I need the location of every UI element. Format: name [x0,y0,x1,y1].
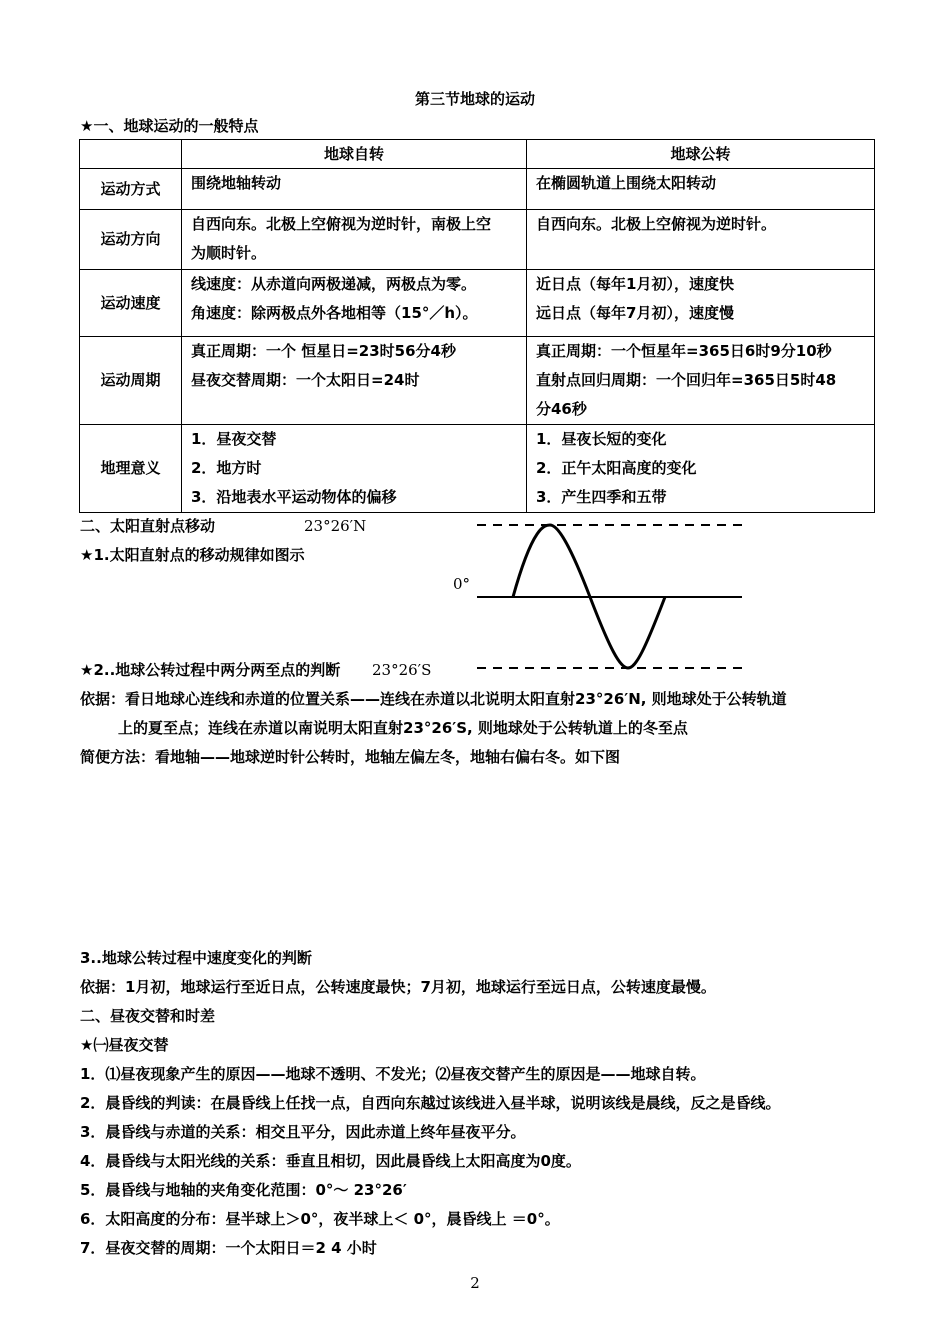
table-row [80,270,875,337]
cell-line: 昼夜交替周期：一个太阳日=24时 [191,371,420,389]
cell-line: 围绕地轴转动 [191,174,282,192]
list-item: 5．晨昏线与地轴的夹角变化范围：0°～ 23°26′ [80,1181,407,1199]
cell-line: 角速度：除两极点外各地相等（15°／h）。 [191,304,478,322]
cell-line: 自西向东。北极上空俯视为逆时针，南极上空 [191,215,492,233]
table-row [80,425,875,513]
cell-line: 3．产生四季和五带 [536,488,667,506]
basis3: 依据：1月初，地球运行至近日点，公转速度最快；7月初，地球运行至远日点，公转速度最慢。 [80,978,716,996]
header-revolution: 地球公转 [527,140,875,169]
cell-line: 2．正午太阳高度的变化 [536,459,697,477]
cell-line: 分46秒 [536,400,587,418]
method: 简便方法：看地轴——地球逆时针公转时，地轴左偏左冬，地轴右偏右冬。如下图 [80,748,621,766]
page-title: 第三节地球的运动 [414,90,535,108]
cell-line: 真正周期：一个 恒星日=23时56分4秒 [191,342,456,360]
revolution-cell [527,210,875,270]
south-tropic-label: 23°26′S [372,661,432,679]
cell-line: 自西向东。北极上空俯视为逆时针。 [536,215,777,233]
basis1: 依据：看日地球心连线和赤道的位置关系——连线在赤道以北说明太阳直射23°26′N, 则地球处于公转轨道 [80,690,787,708]
list-item: 3．晨昏线与赤道的关系：相交且平分，因此赤道上终年昼夜平分。 [80,1123,526,1141]
list-item: 2．晨昏线的判读：在晨昏线上任找一点，自西向东越过该线进入昼半球，说明该线是晨线，反之是昏线。 [80,1094,781,1112]
section1-heading: ★一、地球运动的一般特点 [80,117,259,135]
cell-line: 3．沿地表水平运动物体的偏移 [191,488,397,506]
item3: 3..地球公转过程中速度变化的判断 [80,949,312,967]
row-label: 运动周期 [80,337,182,425]
revolution-cell [527,425,875,513]
list-item: 6．太阳高度的分布：昼半球上＞0°，夜半球上＜ 0°，晨昏线上 ＝0°。 [80,1210,560,1228]
cell-line: 1．昼夜长短的变化 [536,430,667,448]
cell-line: 直射点回归周期：一个回归年=365日5时48 [536,371,837,389]
rotation-cell [182,270,527,337]
cell-line: 远日点（每年7月初），速度慢 [536,304,734,322]
row-label: 运动方式 [80,169,182,210]
rotation-cell [182,169,527,210]
list-item: 4．晨昏线与太阳光线的关系：垂直且相切，因此晨昏线上太阳高度为0度。 [80,1152,581,1170]
list-item: 7．昼夜交替的周期：一个太阳日＝2 4 小时 [80,1239,377,1257]
rotation-cell [182,337,527,425]
header-blank [80,140,182,169]
cell-line: 2．地方时 [191,459,262,477]
item1: ★1.太阳直射点的移动规律如图示 [80,546,305,564]
section3-heading: 二、昼夜交替和时差 [80,1007,216,1025]
north-tropic-label: 23°26′N [304,517,367,535]
row-label: 地理意义 [80,425,182,513]
header-rotation: 地球自转 [182,140,527,169]
earth-motion-table [79,139,875,513]
item2: ★2..地球公转过程中两分两至点的判断 [80,661,341,679]
cell-line: 1．昼夜交替 [191,430,277,448]
row-label: 运动方向 [80,210,182,270]
page-number: 2 [470,1274,480,1292]
basis2: 上的夏至点；连线在赤道以南说明太阳直射23°26′S, 则地球处于公转轨道上的冬至点 [118,719,688,737]
revolution-cell [527,270,875,337]
row-label: 运动速度 [80,270,182,337]
equator-label: 0° [453,575,471,593]
cell-line: 在椭圆轨道上围绕太阳转动 [536,174,717,192]
table-header-row [80,140,875,169]
cell-line: 线速度：从赤道向两极递减，两极点为零。 [191,275,477,293]
cell-line: 真正周期：一个恒星年=365日6时9分10秒 [536,342,832,360]
table-row [80,169,875,210]
direct-point-diagram [440,515,750,675]
rotation-cell [182,425,527,513]
revolution-cell [527,169,875,210]
table-row [80,210,875,270]
cell-line: 近日点（每年1月初），速度快 [536,275,734,293]
section2-heading: 二、太阳直射点移动 [80,517,216,535]
cell-line: 为顺时针。 [191,244,267,262]
revolution-cell [527,337,875,425]
rotation-cell [182,210,527,270]
list-item: 1．⑴昼夜现象产生的原因——地球不透明、不发光；⑵昼夜交替产生的原因是——地球自转。 [80,1065,706,1083]
table-row [80,337,875,425]
section3-sub: ★㈠昼夜交替 [80,1036,169,1054]
